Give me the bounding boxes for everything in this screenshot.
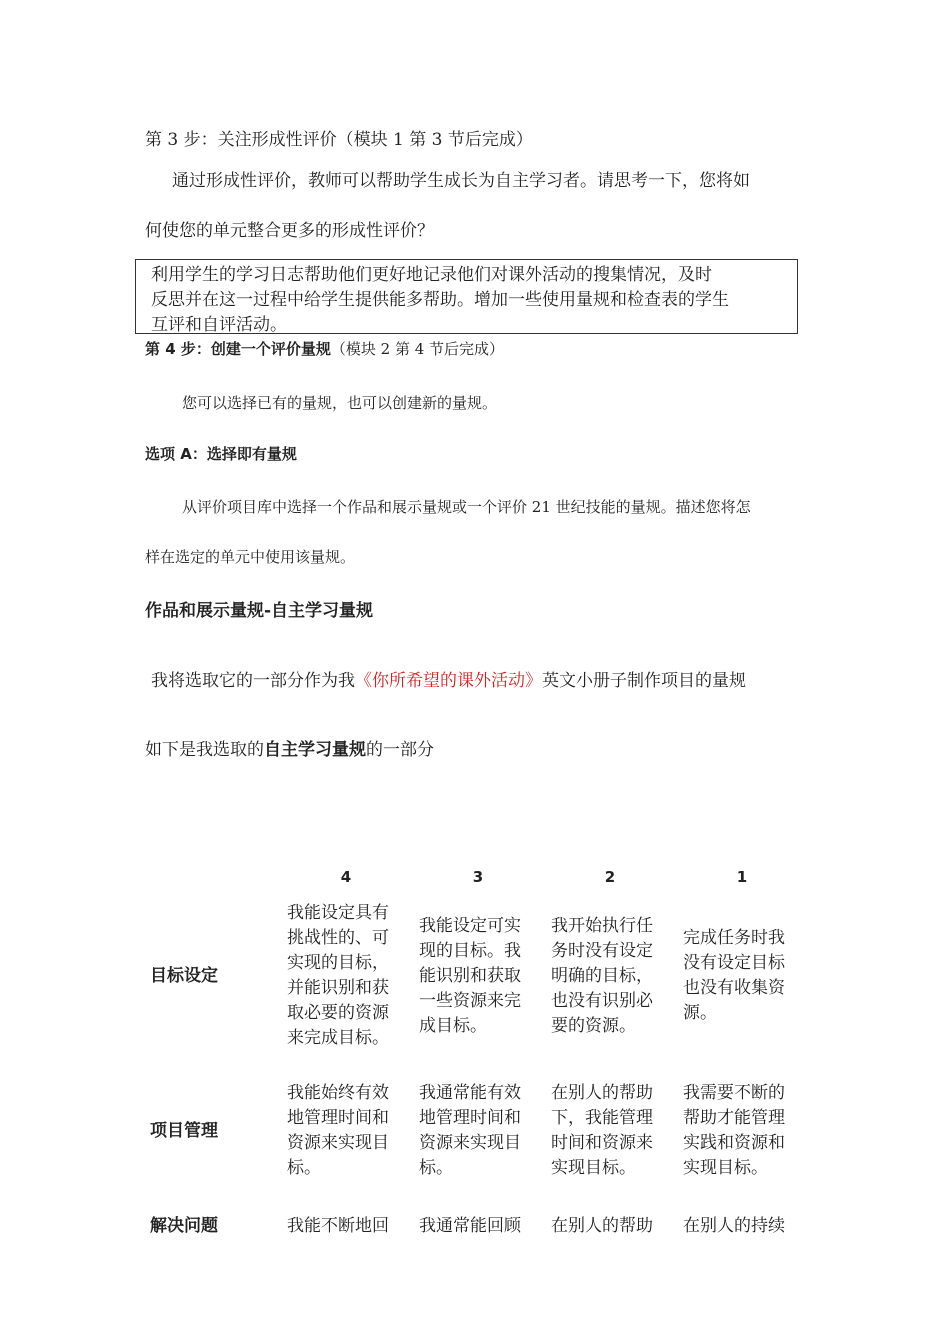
rubric-corner: [140, 858, 280, 896]
rubric-cell: [412, 1056, 544, 1206]
rubric-cell: [676, 1056, 808, 1206]
cell-line: 标。: [419, 1158, 453, 1178]
cell-line: 务时没有设定: [551, 940, 653, 961]
cell-line: 现的目标。我: [419, 940, 521, 961]
cell-line: 我能设定具有: [287, 903, 389, 923]
rubric-cell: [676, 1206, 808, 1254]
cell-line: 在别人的帮助: [551, 1083, 653, 1103]
choice-pre: 我将选取它的一部分作为我: [151, 671, 355, 691]
cell-line: 我通常能有效: [419, 1083, 521, 1103]
step3-heading: 第 3 步：关注形成性评价（模块 1 第 3 节后完成）: [145, 130, 533, 150]
optionA-desc-line2: 样在选定的单元中使用该量规。: [145, 548, 356, 566]
cell-line: 我需要不断的: [683, 1083, 785, 1103]
cell-line: 在别人的持续: [683, 1216, 785, 1236]
cell-line: 下，我能管理: [551, 1108, 653, 1128]
rubric-cell: [544, 1056, 676, 1206]
cell-line: 取必要的资源: [287, 1003, 389, 1023]
cell-line: 我开始执行任: [551, 915, 653, 936]
level-header: 1: [736, 867, 748, 886]
cell-line: 完成任务时我: [683, 928, 785, 948]
cell-line: 标。: [287, 1158, 321, 1178]
cell-line: 资源来实现目: [419, 1133, 521, 1153]
cell-line: 我能设定可实: [419, 915, 521, 936]
cell-line: 我能不断地回: [287, 1216, 389, 1236]
cell-line: 也没有收集资: [683, 978, 785, 998]
rubric-cell: [412, 1206, 544, 1254]
cell-line: 资源来实现目: [287, 1133, 389, 1153]
part-post: 的一部分: [366, 740, 434, 760]
choice-post: 英文小册子制作项目的量规: [542, 671, 746, 691]
step3-intro-line2: 何使您的单元整合更多的形成性评价？: [145, 221, 434, 241]
cell-line: 实现的目标，: [287, 953, 389, 973]
row-label: 目标设定: [150, 965, 218, 986]
rubric-row-project-management: [140, 1056, 808, 1206]
cell-line: 实现目标。: [683, 1158, 768, 1178]
cell-line: 源。: [683, 1003, 717, 1023]
part-pre: 如下是我选取的: [145, 740, 264, 760]
cell-line: 实践和资源和: [683, 1133, 785, 1153]
cell-line: 我通常能回顾: [419, 1216, 521, 1236]
level-header: 2: [604, 867, 616, 886]
cell-line: 一些资源来完: [419, 990, 521, 1011]
step4-intro: 您可以选择已有的量规，也可以创建新的量规。: [182, 394, 498, 412]
rubric-cell: [544, 1206, 676, 1254]
answer-line-2: 反思并在这一过程中给学生提供能多帮助。增加一些使用量规和检查表的学生: [151, 290, 729, 310]
cell-line: 时间和资源来: [551, 1133, 653, 1153]
step3-intro-line1: 通过形成性评价，教师可以帮助学生成长为自主学习者。请思考一下，您将如: [172, 171, 750, 191]
optionA-heading: 选项 A：选择即有量规: [145, 445, 297, 463]
rubric-cell: [676, 896, 808, 1056]
row-label: 解决问题: [150, 1216, 218, 1236]
rubric-cell: [412, 896, 544, 1056]
cell-line: 要的资源。: [551, 1015, 636, 1036]
answer-box: [135, 259, 798, 334]
rubric-row-goal-setting: [140, 896, 808, 1056]
answer-line-1: 利用学生的学习日志帮助他们更好地记录他们对课外活动的搜集情况，及时: [151, 265, 712, 285]
cell-line: 挑战性的、可: [287, 928, 389, 948]
rubric-title: 作品和展示量规-自主学习量规: [145, 601, 374, 621]
step4-heading-rest: （模块 2 第 4 节后完成）: [330, 340, 505, 358]
choice-project-title: 《你所希望的课外活动》: [355, 671, 542, 691]
cell-line: 并能识别和获: [287, 978, 389, 998]
rubric-cell: [280, 896, 412, 1056]
cell-line: 实现目标。: [551, 1158, 636, 1178]
cell-line: 地管理时间和: [287, 1108, 389, 1128]
step4-heading-bold: 第 4 步：创建一个评价量规: [145, 340, 331, 358]
rubric-row-problem-solving: [140, 1206, 808, 1254]
rubric-table: [140, 858, 808, 1254]
part-sentence: [145, 735, 434, 760]
cell-line: 明确的目标，: [551, 965, 653, 986]
rubric-cell: [544, 896, 676, 1056]
choice-sentence: [151, 666, 746, 691]
part-bold: 自主学习量规: [264, 740, 366, 760]
rubric-cell: [280, 1206, 412, 1254]
rubric-header-row: [140, 858, 808, 896]
rubric-cell: [280, 1056, 412, 1206]
level-header: 4: [340, 867, 352, 886]
level-header: 3: [472, 867, 484, 886]
optionA-desc-line1: 从评价项目库中选择一个作品和展示量规或一个评价 21 世纪技能的量规。描述您将怎: [182, 498, 751, 516]
row-label: 项目管理: [150, 1120, 218, 1141]
cell-line: 地管理时间和: [419, 1108, 521, 1128]
cell-line: 成目标。: [419, 1015, 487, 1036]
cell-line: 在别人的帮助: [551, 1216, 653, 1236]
cell-line: 来完成目标。: [287, 1028, 389, 1048]
cell-line: 我能始终有效: [287, 1083, 389, 1103]
cell-line: 帮助才能管理: [683, 1108, 785, 1128]
step4-heading: [145, 338, 504, 359]
cell-line: 也没有识别必: [551, 990, 653, 1011]
cell-line: 能识别和获取: [419, 965, 521, 986]
answer-line-3: 互评和自评活动。: [151, 315, 287, 335]
cell-line: 没有设定目标: [683, 953, 785, 973]
